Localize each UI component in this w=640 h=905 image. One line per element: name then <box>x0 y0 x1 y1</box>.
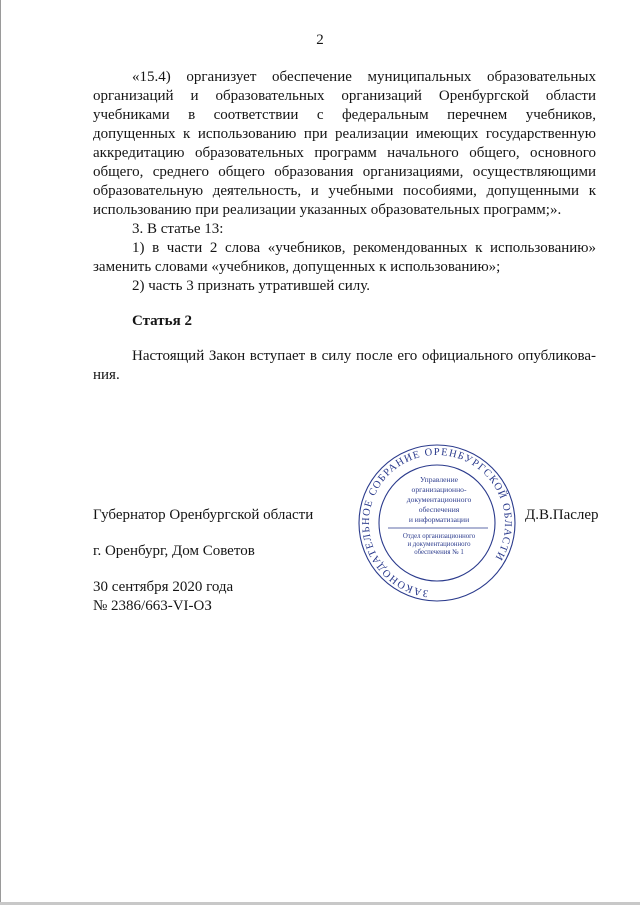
paragraph-line: общего, среднего общего образования организациями, осуществляющими <box>93 164 596 180</box>
item3-sub2: 2) часть 3 признать утратившей силу. <box>132 278 371 294</box>
paragraph-line: учебниками в соответствии с федеральным перечнем учебников, <box>93 107 596 123</box>
article2-text-cont: ния. <box>93 367 120 383</box>
stamp-bottom-line: Отдел организационного <box>402 533 476 540</box>
stamp-inner-line: документационного <box>406 495 472 504</box>
item3-sub1-cont: заменить словами «учебников, допущенных к использованию»; <box>93 259 501 275</box>
stamp-inner-line: обеспечения <box>418 505 460 514</box>
paragraph-line: организаций и образовательных организаций Оренбургской области <box>93 88 596 104</box>
paragraph-line: аккредитацию образовательных программ начального общего, основного <box>93 145 596 161</box>
item3-intro: 3. В статье 13: <box>132 221 224 237</box>
stamp-inner-line: организационно- <box>411 485 467 494</box>
stamp-inner-line: Управление <box>419 475 459 484</box>
signing-place: г. Оренбург, Дом Советов <box>93 543 255 559</box>
scan-left-edge <box>0 0 1 905</box>
paragraph-line: допущенных к использованию при реализации имеющих государственную <box>93 126 596 142</box>
stamp-bottom-line: и документационного <box>407 541 471 548</box>
stamp-ring-text: ЗАКОНОДАТЕЛЬНОЕ СОБРАНИЕ ОРЕНБУРГСКОЙ ОБЛАСТИ <box>360 446 514 599</box>
official-stamp <box>352 442 522 604</box>
signatory-position: Губернатор Оренбургской области <box>93 507 314 523</box>
paragraph-line: «15.4) организует обеспечение муниципальных образовательных <box>132 69 596 85</box>
stamp-inner-line: и информатизации <box>408 515 470 524</box>
article2-heading: Статья 2 <box>132 313 192 329</box>
signatory-name: Д.В.Паслер <box>525 507 599 523</box>
paragraph-line: образовательную деятельность, и учебными пособиями, допущенными к <box>93 183 596 199</box>
law-date: 30 сентября 2020 года <box>93 579 234 595</box>
item3-sub1: 1) в части 2 слова «учебников, рекомендованных к использованию» <box>132 240 596 256</box>
paragraph-line: использованию при реализации указанных образовательных программ;». <box>93 202 562 218</box>
page-number: 2 <box>316 32 324 48</box>
stamp-bottom-line: обеспечения № 1 <box>414 549 464 556</box>
article2-text: Настоящий Закон вступает в силу после его официального опубликова- <box>132 348 596 364</box>
law-number: № 2386/663-VI-ОЗ <box>93 598 212 614</box>
